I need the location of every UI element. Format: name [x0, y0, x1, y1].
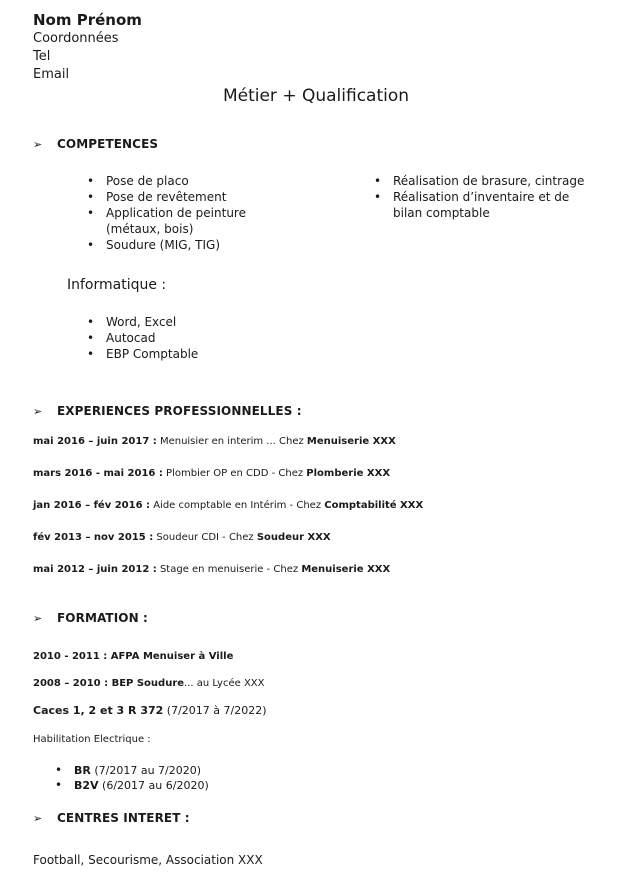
- list-item: • EBP Comptable: [80, 346, 198, 362]
- experience-company: Comptabilité XXX: [324, 500, 424, 511]
- experience-row: [33, 564, 390, 575]
- experience-company: Menuiserie XXX: [306, 436, 396, 447]
- arrow-bullet-icon: ➢: [33, 812, 43, 825]
- experience-desc: Menuisier en interim ... Chez: [156, 436, 307, 447]
- interests-text: Football, Secourisme, Association XXX: [33, 853, 263, 867]
- list-item: [48, 763, 209, 778]
- competences-left-list: [80, 173, 246, 253]
- experience-company: Plomberie XXX: [306, 468, 391, 479]
- formation-line-2-rest: ... au Lycée XXX: [184, 678, 265, 689]
- contact-email: Email: [33, 67, 70, 82]
- experience-row: [33, 532, 331, 543]
- formation-line-3-rest: (7/2017 à 7/2022): [163, 704, 267, 717]
- contact-tel: Tel: [33, 49, 51, 64]
- section-formation-title: [33, 611, 148, 625]
- section-experiences-title: [33, 404, 302, 418]
- arrow-bullet-icon: ➢: [33, 138, 43, 151]
- list-item: • Word, Excel: [80, 314, 198, 330]
- job-title-text: Métier + Qualification: [222, 86, 410, 106]
- habilitation-period: (7/2017 au 7/2020): [90, 764, 202, 777]
- section-experiences-label: EXPERIENCES PROFESSIONNELLES :: [57, 404, 302, 418]
- section-interets-title: [33, 811, 190, 825]
- experience-row: [33, 500, 423, 511]
- list-item-text: Application de peinture: [106, 206, 246, 220]
- experience-row: [33, 436, 396, 447]
- habilitation-label: Habilitation Electrique :: [33, 734, 151, 745]
- experience-dates: jan 2016 – fév 2016 :: [33, 500, 151, 511]
- experience-dates: mars 2016 - mai 2016 :: [33, 468, 163, 479]
- formation-line-2: [33, 678, 265, 689]
- experience-dates: mai 2012 – juin 2012 :: [33, 564, 157, 575]
- list-item: [367, 189, 584, 221]
- habilitation-period: (6/2017 au 6/2020): [98, 779, 209, 792]
- experience-desc: Soudeur CDI - Chez: [153, 532, 257, 543]
- list-item: • Autocad: [80, 330, 198, 346]
- list-item-text: Réalisation d’inventaire et de: [393, 190, 570, 204]
- formation-line-3-bold: Caces 1, 2 et 3 R 372: [33, 704, 164, 717]
- experience-dates: fév 2013 – nov 2015 :: [33, 532, 154, 543]
- informatique-heading: Informatique :: [67, 277, 167, 293]
- formation-line-1-text: 2010 - 2011 : AFPA Menuiser à Ville: [33, 651, 234, 662]
- experience-desc: Plombier OP en CDD - Chez: [162, 468, 307, 479]
- list-item: • Soudure (MIG, TIG): [80, 237, 246, 253]
- candidate-name: Nom Prénom: [33, 11, 142, 29]
- experience-row: [33, 468, 390, 479]
- section-competences-label: COMPETENCES: [57, 137, 159, 151]
- experience-company: Soudeur XXX: [256, 532, 331, 543]
- arrow-bullet-icon: ➢: [33, 612, 43, 625]
- experience-desc: Aide comptable en Intérim - Chez: [150, 500, 325, 511]
- list-item: • Réalisation de brasure, cintrage: [367, 173, 584, 189]
- section-competences-title: [33, 137, 158, 151]
- contact-coordonnees: Coordonnées: [33, 31, 119, 46]
- habilitation-code: B2V: [74, 779, 99, 792]
- arrow-bullet-icon: ➢: [33, 405, 43, 418]
- habilitation-list: [48, 763, 209, 793]
- formation-line-1: [33, 651, 233, 662]
- list-item: • Pose de placo: [80, 173, 246, 189]
- habilitation-code: BR: [74, 764, 91, 777]
- experience-company: Menuiserie XXX: [301, 564, 391, 575]
- formation-line-2-bold: 2008 – 2010 : BEP Soudure: [33, 678, 185, 689]
- list-item: [48, 778, 209, 793]
- list-item: • Pose de revêtement: [80, 189, 246, 205]
- section-interets-label: CENTRES INTERET :: [57, 811, 190, 825]
- job-title: [0, 86, 640, 106]
- informatique-list: [80, 314, 198, 362]
- formation-line-3: [33, 704, 267, 717]
- section-formation-label: FORMATION :: [57, 611, 148, 625]
- competences-right-list: [367, 173, 584, 221]
- experience-desc: Stage en menuiserie - Chez: [156, 564, 302, 575]
- list-item-text-continued: bilan comptable: [393, 206, 490, 220]
- experience-dates: mai 2016 – juin 2017 :: [33, 436, 157, 447]
- list-item-text-continued: (métaux, bois): [106, 222, 194, 236]
- list-item: [80, 205, 246, 237]
